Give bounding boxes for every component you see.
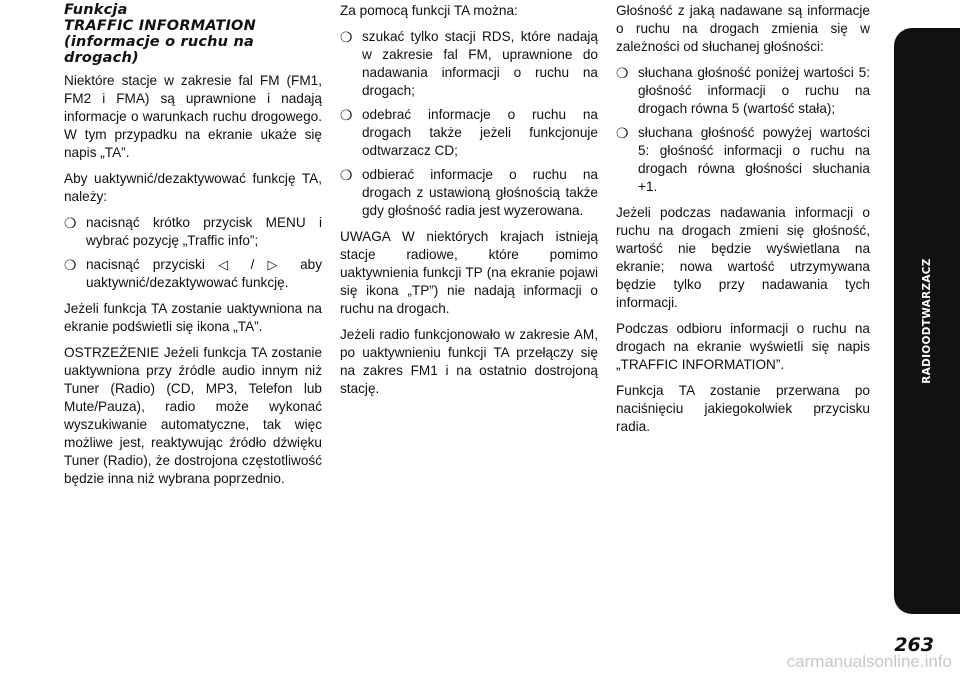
paragraph: Podczas odbioru informacji o ruchu na drogach na ekranie wyświetli się napis „TRAFFIC INFORMATION”. (616, 321, 870, 372)
arrow-left-icon: ◁ (218, 257, 238, 272)
arrow-separator: / (250, 257, 255, 272)
section-heading (64, 2, 322, 66)
list-item (340, 28, 598, 100)
paragraph: UWAGA W niektórych krajach istnieją stacje radiowe, które pomimo uaktywnienia funkcji TP (na ekranie pojawi się ikona „TP”) nie nadają informacji o ruchu na drogach. (340, 229, 598, 316)
column-1 (64, 2, 322, 496)
list-item (64, 214, 322, 250)
paragraph: OSTRZEŻENIE Jeżeli funkcja TA zostanie uaktywniona przy źródle audio innym niż Tuner (Radio) (CD, MP3, Telefon lub Mute/Pauza), radio może wykonać wyszukiwanie automatyczne, tak więc możliwe jest, reaktywując źródło dźwięku Tuner (Radio), że dostrojona częstotliwość będzie inna niż wybrana poprzednio. (64, 345, 322, 486)
page-number: 263 (894, 634, 934, 656)
list-item-text: szukać tylko stacji RDS, które nadają w zakresie fal FM, uprawnione do nadawania informacji o ruchu na drogach; (362, 29, 598, 98)
heading-line: TRAFFIC INFORMATION (64, 18, 256, 34)
paragraph: Głośność z jaką nadawane są informacje o ruchu na drogach zmienia się w zależności od słuchanej głośności: (616, 3, 870, 54)
list-item-text: odbierać informacje o ruchu na drogach z ustawioną głośnością także gdy głośność radia jest wyzerowana. (362, 167, 598, 218)
list-item-text: słuchana głośność powyżej wartości 5: głośność informacji o ruchu na drogach równa głośności słuchania +1. (638, 125, 870, 194)
paragraph: Jeżeli funkcja TA zostanie uaktywniona na ekranie podświetli się ikona „TA”. (64, 301, 322, 334)
column-2 (340, 2, 598, 406)
list-item-text: słuchana głośność poniżej wartości 5: głośność informacji o ruchu na drogach równa 5 (wartość stała); (638, 65, 870, 116)
watermark: carmanualsonline.info (786, 652, 952, 671)
bullet-list (64, 214, 322, 292)
bullet-icon: ❍ (340, 167, 353, 183)
list-item (340, 106, 598, 160)
section-side-tab (894, 28, 960, 614)
paragraph: Za pomocą funkcji TA można: (340, 3, 518, 18)
arrow-right-icon: ▷ (267, 257, 287, 272)
heading-line: drogach) (64, 50, 139, 66)
bullet-icon: ❍ (616, 125, 629, 141)
paragraph: Funkcja TA zostanie przerwana po naciśnięciu jakiegokolwiek przycisku radia. (616, 383, 870, 434)
bullet-list (340, 28, 598, 220)
heading-line: (informacje o ruchu na (64, 34, 254, 50)
section-side-tab-label: RADIOODTWARZACZ (921, 258, 933, 384)
bullet-list (616, 64, 870, 196)
paragraph: Jeżeli podczas nadawania informacji o ruchu na drogach zmieni się głośność, wartość nie będzie wyświetlana na ekranie; nowa wartość utrzymywana będzie tylko przy nadawania tych informacji. (616, 205, 870, 310)
list-item (340, 166, 598, 220)
list-item-text: odebrać informacje o ruchu na drogach także jeżeli funkcjonuje odtwarzacz CD; (362, 107, 598, 158)
bullet-icon: ❍ (64, 215, 77, 231)
column-3 (616, 2, 870, 444)
paragraph: Aby uaktywnić/dezaktywować funkcję TA, należy: (64, 171, 322, 204)
list-item-text: nacisnąć krótko przycisk MENU i wybrać pozycję „Traffic info”; (86, 215, 322, 248)
list-item-text: aby uaktywnić/dezaktywować funkcję. (86, 257, 322, 290)
bullet-icon: ❍ (64, 257, 77, 273)
bullet-icon: ❍ (340, 29, 353, 45)
bullet-icon: ❍ (340, 107, 353, 123)
paragraph: Jeżeli radio funkcjonowało w zakresie AM, po uaktywnieniu funkcji TA przełączy się na zakres FM1 i na ostatnio dostrojoną stację. (340, 327, 598, 396)
list-item (64, 256, 322, 292)
heading-line: Funkcja (64, 2, 128, 18)
bullet-icon: ❍ (616, 65, 629, 81)
paragraph: Niektóre stacje w zakresie fal FM (FM1, FM2 i FMA) są uprawnione i nadają informacje o warunkach ruchu drogowego. W tym przypadku na ekranie ukaże się napis „TA”. (64, 73, 322, 160)
list-item (616, 124, 870, 196)
list-item-text: nacisnąć przyciski (86, 257, 205, 272)
list-item (616, 64, 870, 118)
